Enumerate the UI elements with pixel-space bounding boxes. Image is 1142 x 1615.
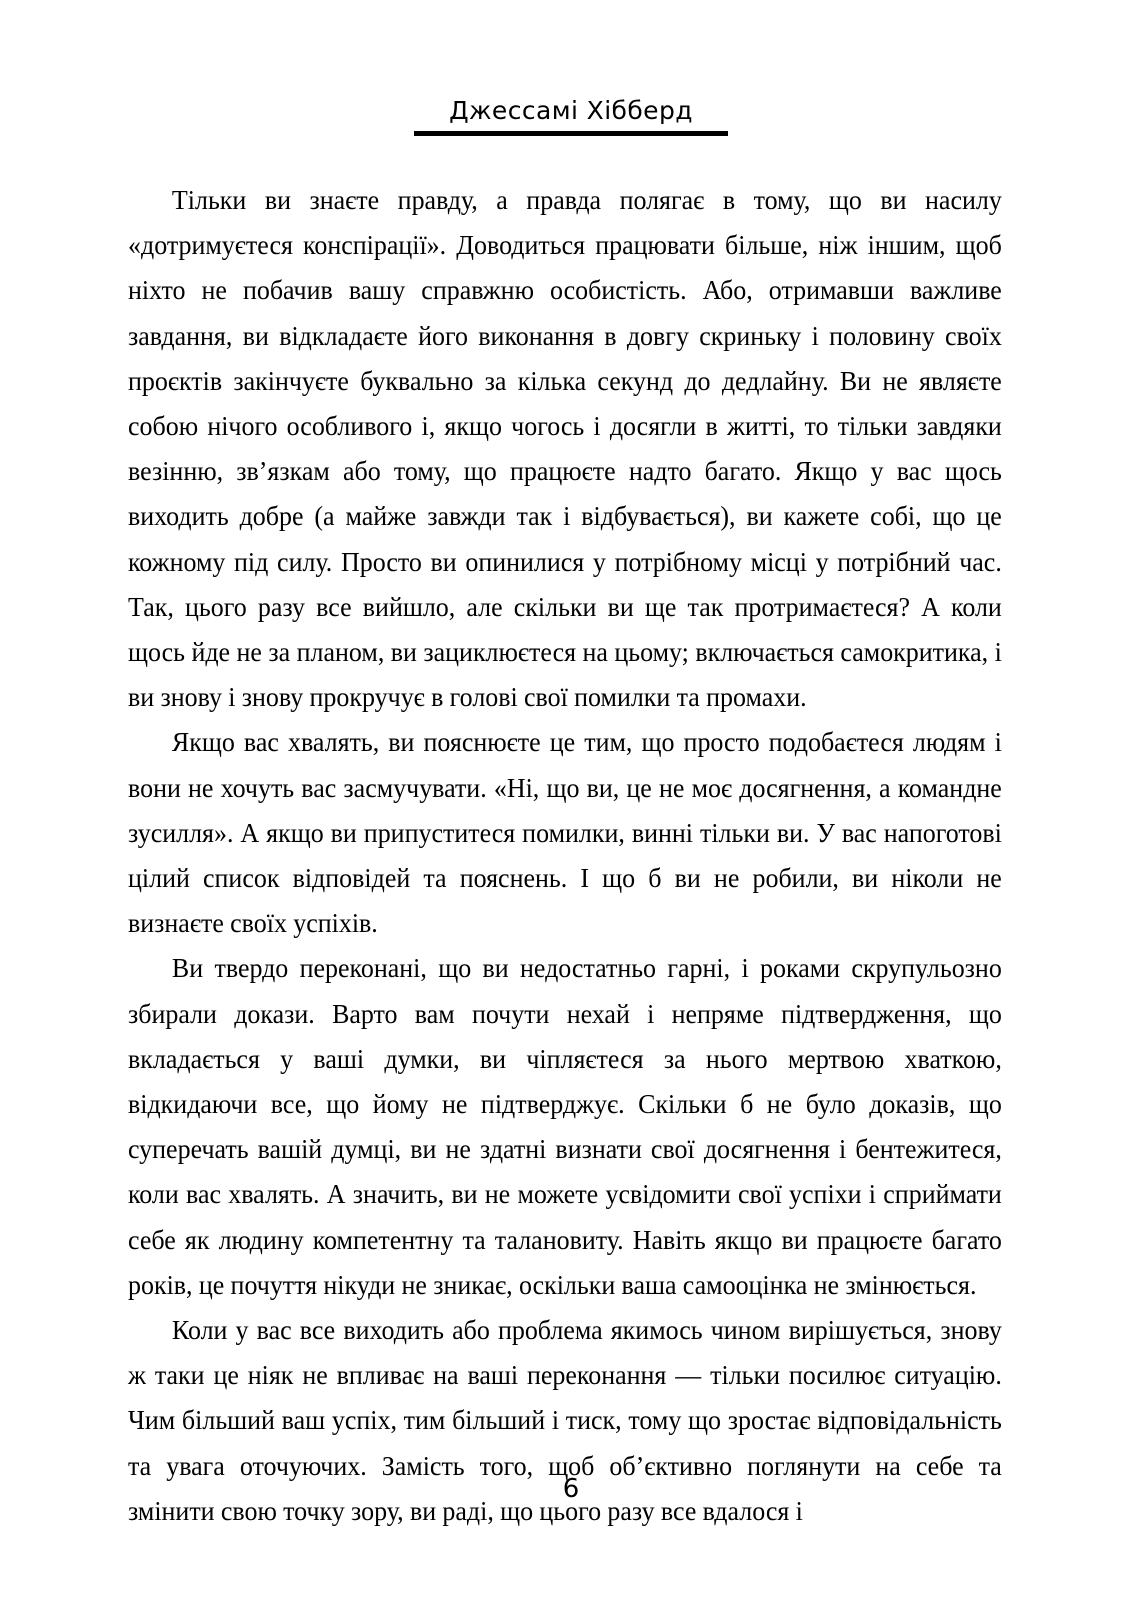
body-paragraph: Коли у вас все виходить або проблема якимось чином вирішується, знову ж таки це ніяк не впливає на ваші переконання — тільки посилює ситуацію. Чим більший ваш успіх, тим більший і тиск, тому що зростає відповідальність та увага оточуючих. Замість того, щоб об’єктивно поглянути на себе та змінити свою точку зору, ви раді, що цього разу все вдалося і bbox=[128, 1315, 1002, 1526]
body-text-block bbox=[128, 178, 1002, 1534]
page-number: 6 bbox=[562, 1474, 580, 1504]
body-paragraph: Якщо вас хвалять, ви пояснюєте це тим, що просто подобаєтеся людям і вони не хочуть вас засмучувати. «Ні, що ви, це не моє досягнення, а командне зусилля». А якщо ви припуститеся помилки, винні тільки ви. У вас напоготові цілий список відповідей та пояснень. І що б ви не робили, ви ніколи не визнаєте своїх успіхів. bbox=[128, 727, 1002, 939]
running-head bbox=[0, 96, 1142, 126]
running-head-rule bbox=[414, 131, 728, 136]
body-paragraph: Тільки ви знаєте правду, а правда полягає в тому, що ви насилу «дотримуєтеся конспірації». Доводиться працювати більше, ніж іншим, щоб ніхто не побачив вашу справжню особистість. Або, отримавши важливе завдання, ви відкладаєте його виконання в довгу скриньку і половину своїх проєктів закінчуєте буквально за кілька секунд до дедлайну. Ви не являєте собою нічого особливого і, якщо чогось і досягли в житті, то тільки завдяки везінню, зв’язкам або тому, що працюєте надто багато. Якщо у вас щось виходить добре (а майже завжди так і відбувається), ви кажете собі, що це кожному під силу. Просто ви опинилися у потрібному місці у потрібний час. Так, цього разу все вийшло, але скільки ви ще так протримаєтеся? А коли щось йде не за планом, ви зациклюєтеся на цьому; включається самокритика, і ви знову і знову прокручує в голові свої помилки та промахи. bbox=[128, 185, 1002, 713]
running-head-title: Джессамі Хібберд bbox=[449, 96, 693, 125]
body-paragraph: Ви твердо переконані, що ви недостатньо гарні, і роками скрупульозно збирали докази. Варто вам почути нехай і непряме підтвердження, що вкладається у ваші думки, ви чіпляєтеся за нього мертвою хваткою, відкидаючи все, що йому не підтверджує. Скільки б не було доказів, що суперечать вашій думці, ви не здатні визнати свої досягнення і бентежитеся, коли вас хвалять. А значить, ви не можете усвідомити свої успіхи і сприймати себе як людину компетентну та талановиту. Навіть якщо ви працюєте багато років, це почуття нікуди не зникає, оскільки ваша самооцінка не змінюється. bbox=[128, 953, 1002, 1300]
